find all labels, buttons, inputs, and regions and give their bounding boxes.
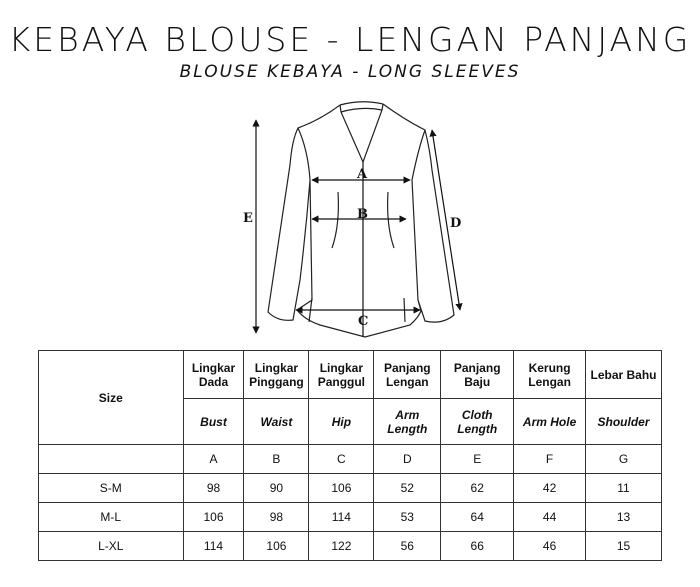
col-code: A (183, 445, 244, 474)
cell: 53 (374, 503, 441, 532)
header-row-id (39, 351, 662, 399)
cell: 98 (244, 503, 309, 532)
page-subtitle: BLOUSE KEBAYA - LONG SLEEVES (179, 62, 521, 82)
col-header-id: Lingkar Pinggang (244, 351, 309, 399)
col-header-id: Lingkar Panggul (309, 351, 374, 399)
col-header-en: Cloth Length (441, 399, 514, 445)
row-size: M-L (39, 503, 184, 532)
cell: 44 (514, 503, 586, 532)
cell: 90 (244, 474, 309, 503)
cell: 122 (309, 532, 374, 561)
label-d: D (450, 216, 462, 231)
cell: 98 (183, 474, 244, 503)
label-e: E (243, 211, 253, 226)
col-header-en: Waist (244, 399, 309, 445)
cell: 106 (309, 474, 374, 503)
label-a: A (357, 167, 368, 182)
col-code: F (514, 445, 586, 474)
cell: 13 (586, 503, 662, 532)
col-header-en: Shoulder (586, 399, 662, 445)
cell: 106 (244, 532, 309, 561)
cell: 42 (514, 474, 586, 503)
col-header-en: Arm Hole (514, 399, 586, 445)
col-code: B (244, 445, 309, 474)
cell: 56 (374, 532, 441, 561)
col-header-en: Hip (309, 399, 374, 445)
row-size: S-M (39, 474, 184, 503)
cell: 62 (441, 474, 514, 503)
label-c: C (358, 314, 369, 329)
cell: 64 (441, 503, 514, 532)
cell: 46 (514, 532, 586, 561)
col-header-id: Lebar Bahu (586, 351, 662, 399)
cell: 52 (374, 474, 441, 503)
col-code: E (441, 445, 514, 474)
cell: 106 (183, 503, 244, 532)
col-header-id: Lingkar Dada (183, 351, 244, 399)
row-size: L-XL (39, 532, 184, 561)
table-row (39, 532, 662, 561)
col-code: G (586, 445, 662, 474)
code-row (39, 445, 662, 474)
label-b: B (357, 207, 368, 222)
cell: 66 (441, 532, 514, 561)
cell: 114 (309, 503, 374, 532)
table-row (39, 503, 662, 532)
size-chart-table (38, 350, 662, 561)
col-header-id: Panjang Baju (441, 351, 514, 399)
cell: 15 (586, 532, 662, 561)
col-header-en: Arm Length (374, 399, 441, 445)
col-header-id: Kerung Lengan (514, 351, 586, 399)
col-code: D (374, 445, 441, 474)
cell: 114 (183, 532, 244, 561)
collar (340, 102, 383, 112)
col-header-id: Panjang Lengan (374, 351, 441, 399)
page-title: KEBAYA BLOUSE - LENGAN PANJANG (8, 20, 692, 59)
table-row (39, 474, 662, 503)
cell: 11 (586, 474, 662, 503)
size-header: Size (39, 351, 184, 445)
col-header-en: Bust (183, 399, 244, 445)
col-code: C (309, 445, 374, 474)
v-neck (341, 110, 382, 162)
